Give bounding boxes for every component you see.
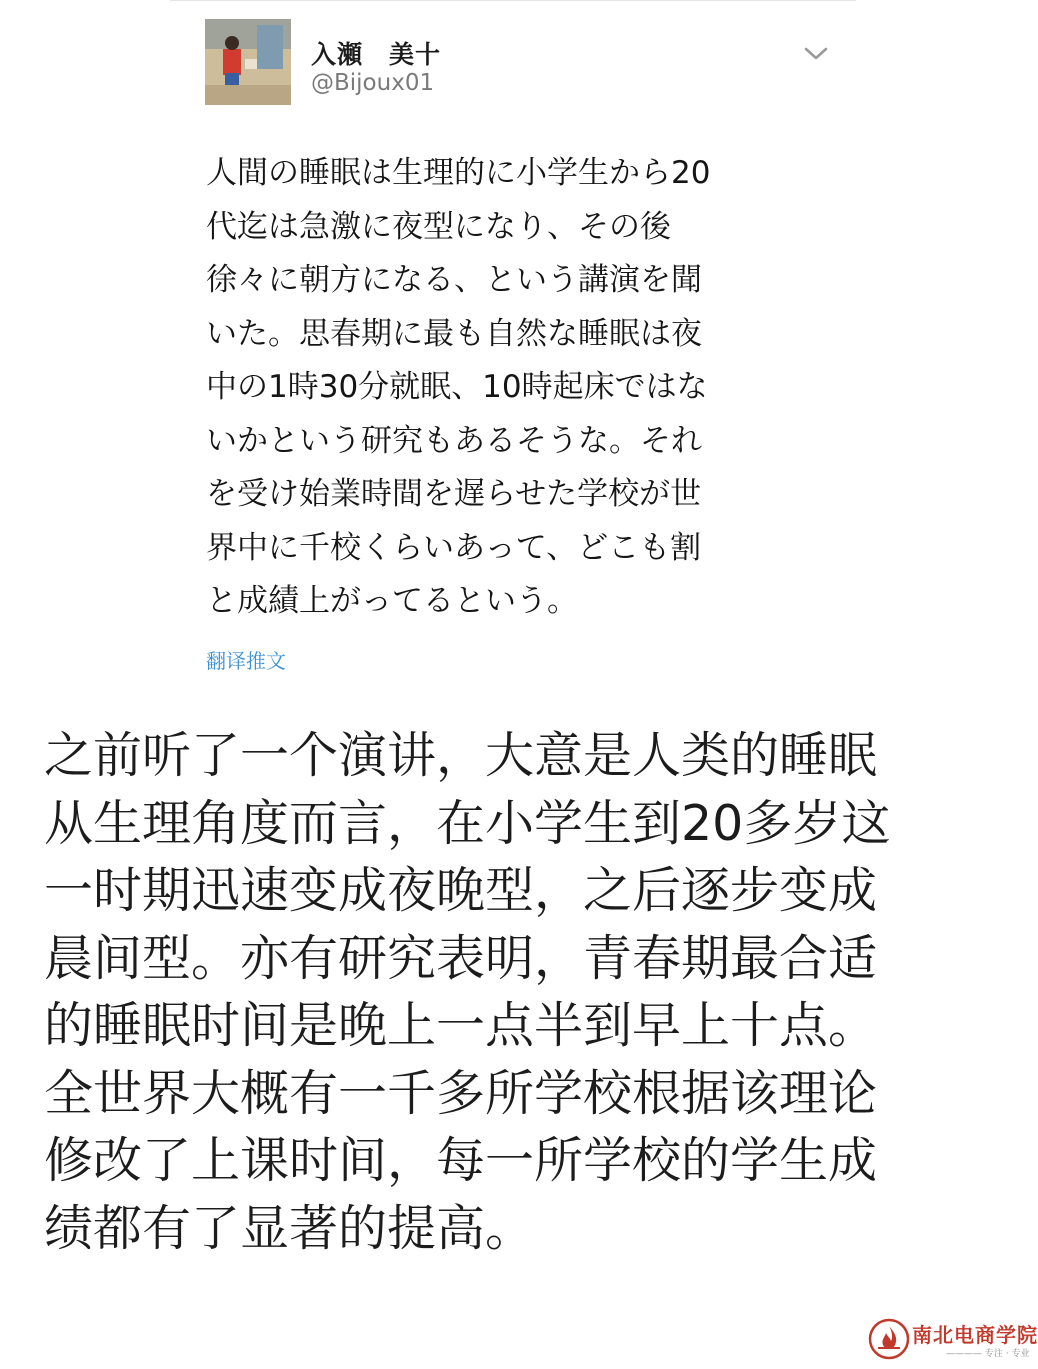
tweet-text-line: 人間の睡眠は生理的に小学生から20 [206, 155, 711, 191]
translation-line: 全世界大概有一千多所学校根据该理论 [44, 1064, 878, 1122]
flame-logo-icon [868, 1318, 910, 1360]
watermark [868, 1316, 1038, 1364]
tweet-text-line: いた。思春期に最も自然な睡眠は夜 [206, 315, 702, 352]
tweet-text-line: を受け始業時間を遅らせた学校が世 [206, 476, 702, 512]
translation-line: 晨间型。亦有研究表明，青春期最合适 [44, 929, 878, 987]
tweet-card [170, 0, 856, 701]
translation-line: 一时期迅速变成夜晚型，之后逐步变成 [44, 862, 878, 919]
watermark-tagline: ———— 专注 · 专业 [946, 1349, 1030, 1359]
user-handle[interactable]: @Bijoux01 [311, 70, 435, 96]
avatar[interactable] [205, 19, 291, 105]
translation-line: 的睡眠时间是晚上一点半到早上十点。 [44, 997, 878, 1054]
avatar-photo-icon [205, 19, 291, 105]
translation-line: 绩都有了显著的提高。 [44, 1199, 535, 1257]
tweet-text-line: 代迄は急激に夜型になり、その後 [206, 208, 671, 245]
tweet-text-line: いかという研究もあるそうな。それ [206, 422, 702, 459]
watermark-name: 南北电商学院 [912, 1323, 1038, 1347]
translation-text [44, 722, 1004, 1262]
tweet-text-line: 中の1時30分就眠、10時起床ではな [206, 369, 708, 405]
translate-tweet-link[interactable]: 翻译推文 [206, 649, 286, 673]
chevron-down-icon[interactable] [802, 43, 830, 63]
tweet-text [206, 147, 826, 629]
translation-line: 从生理角度而言，在小学生到20多岁这 [44, 794, 891, 852]
display-name[interactable]: 入瀬 美十 [311, 40, 442, 69]
translation-line: 之前听了一个演讲，大意是人类的睡眠 [44, 727, 878, 784]
tweet-text-line: と成績上がってるという。 [206, 583, 578, 619]
tweet-text-line: 界中に千校くらいあって、どこも割 [206, 529, 702, 566]
tweet-text-line: 徐々に朝方になる、という講演を聞 [206, 262, 702, 298]
translation-line: 修改了上课时间，每一所学校的学生成 [44, 1132, 878, 1189]
